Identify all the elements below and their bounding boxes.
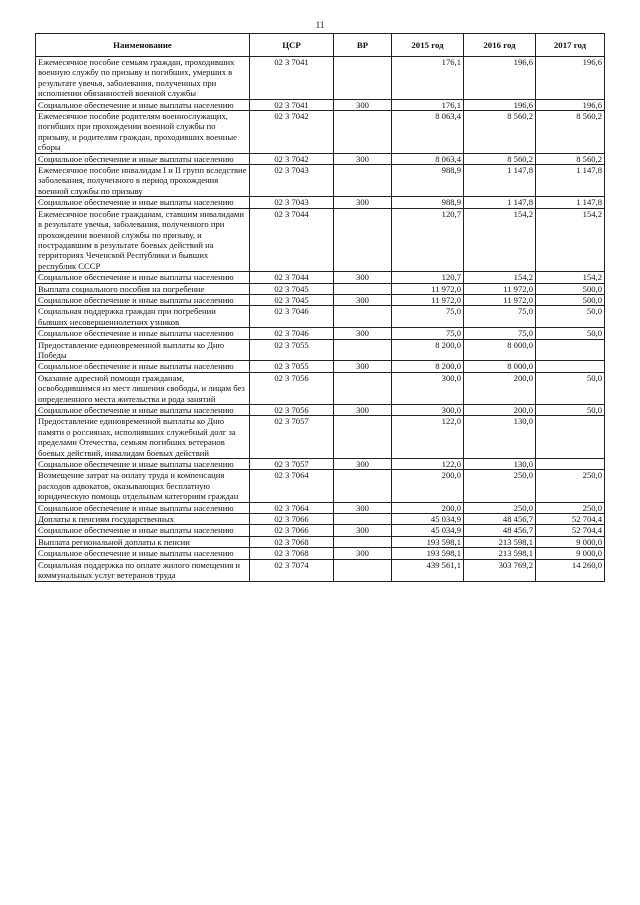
cell-csr: 02 3 7041 bbox=[250, 57, 334, 100]
cell-2015: 8 200,0 bbox=[392, 339, 464, 361]
cell-vr: 300 bbox=[334, 361, 392, 372]
cell-2016: 1 147,8 bbox=[464, 165, 536, 197]
cell-2015: 120,7 bbox=[392, 208, 464, 271]
cell-vr bbox=[334, 470, 392, 502]
cell-2017 bbox=[536, 416, 605, 459]
table-row bbox=[36, 514, 605, 525]
cell-vr: 300 bbox=[334, 328, 392, 339]
cell-name: Ежемесячное пособие семьям граждан, проходивших военную службу по призыву и погибших, умерших в результате увечья, заболевания, полученных при исполнении обязанностей военной службы bbox=[36, 57, 250, 100]
cell-2015: 11 972,0 bbox=[392, 294, 464, 305]
cell-2015: 439 561,1 bbox=[392, 559, 464, 581]
cell-csr: 02 3 7057 bbox=[250, 459, 334, 470]
cell-vr bbox=[334, 306, 392, 328]
cell-vr: 300 bbox=[334, 405, 392, 416]
cell-2016: 1 147,8 bbox=[464, 197, 536, 208]
table-row bbox=[36, 306, 605, 328]
cell-name: Выплата социального пособия на погребение bbox=[36, 283, 250, 294]
table-row bbox=[36, 283, 605, 294]
cell-vr: 300 bbox=[334, 197, 392, 208]
cell-2017 bbox=[536, 339, 605, 361]
cell-2015: 300,0 bbox=[392, 372, 464, 404]
cell-name: Ежемесячное пособие родителям военнослужащих, погибших при прохождении военной службы по призыву, и родителям граждан, проходивших военные сборы bbox=[36, 111, 250, 154]
cell-2016: 250,0 bbox=[464, 470, 536, 502]
cell-2016: 196,6 bbox=[464, 57, 536, 100]
cell-2015: 45 034,9 bbox=[392, 514, 464, 525]
cell-csr: 02 3 7042 bbox=[250, 153, 334, 164]
cell-vr: 300 bbox=[334, 153, 392, 164]
cell-2017: 196,6 bbox=[536, 99, 605, 110]
cell-csr: 02 3 7043 bbox=[250, 165, 334, 197]
cell-2015: 120,7 bbox=[392, 272, 464, 283]
cell-2016: 213 598,1 bbox=[464, 548, 536, 559]
cell-csr: 02 3 7044 bbox=[250, 208, 334, 271]
header-2015: 2015 год bbox=[392, 34, 464, 57]
cell-csr: 02 3 7044 bbox=[250, 272, 334, 283]
header-csr: ЦСР bbox=[250, 34, 334, 57]
cell-2015: 75,0 bbox=[392, 306, 464, 328]
cell-name: Социальное обеспечение и иные выплаты населению bbox=[36, 153, 250, 164]
cell-csr: 02 3 7066 bbox=[250, 514, 334, 525]
cell-name: Социальное обеспечение и иные выплаты населению bbox=[36, 405, 250, 416]
cell-2015: 11 972,0 bbox=[392, 283, 464, 294]
cell-2016: 48 456,7 bbox=[464, 514, 536, 525]
cell-2017: 52 704,4 bbox=[536, 525, 605, 536]
cell-name: Ежемесячное пособие инвалидам I и II групп вследствие заболевания, полученного в период прохождения военной службы по призыву bbox=[36, 165, 250, 197]
table-row bbox=[36, 99, 605, 110]
cell-2017: 50,0 bbox=[536, 372, 605, 404]
cell-2015: 176,1 bbox=[392, 57, 464, 100]
cell-2017: 196,6 bbox=[536, 57, 605, 100]
cell-2015: 193 598,1 bbox=[392, 548, 464, 559]
table-row bbox=[36, 459, 605, 470]
cell-csr: 02 3 7066 bbox=[250, 525, 334, 536]
cell-2015: 75,0 bbox=[392, 328, 464, 339]
cell-2017: 50,0 bbox=[536, 328, 605, 339]
cell-2015: 8 063,4 bbox=[392, 111, 464, 154]
cell-2016: 250,0 bbox=[464, 502, 536, 513]
cell-2016: 75,0 bbox=[464, 328, 536, 339]
cell-2017: 9 000,0 bbox=[536, 548, 605, 559]
cell-vr bbox=[334, 208, 392, 271]
cell-name: Социальная поддержка граждан при погребении бывших несовершеннолетних узников bbox=[36, 306, 250, 328]
cell-2015: 122,0 bbox=[392, 459, 464, 470]
cell-csr: 02 3 7056 bbox=[250, 372, 334, 404]
table-row bbox=[36, 470, 605, 502]
cell-name: Социальное обеспечение и иные выплаты населению bbox=[36, 328, 250, 339]
cell-name: Социальное обеспечение и иные выплаты населению bbox=[36, 525, 250, 536]
cell-csr: 02 3 7045 bbox=[250, 294, 334, 305]
cell-2017: 500,0 bbox=[536, 283, 605, 294]
cell-csr: 02 3 7046 bbox=[250, 306, 334, 328]
header-vr: ВР bbox=[334, 34, 392, 57]
cell-csr: 02 3 7046 bbox=[250, 328, 334, 339]
cell-2015: 988,9 bbox=[392, 197, 464, 208]
cell-csr: 02 3 7064 bbox=[250, 470, 334, 502]
cell-vr bbox=[334, 416, 392, 459]
cell-name: Социальное обеспечение и иные выплаты населению bbox=[36, 459, 250, 470]
cell-2017: 154,2 bbox=[536, 208, 605, 271]
cell-csr: 02 3 7042 bbox=[250, 111, 334, 154]
cell-csr: 02 3 7041 bbox=[250, 99, 334, 110]
cell-name: Социальное обеспечение и иные выплаты населению bbox=[36, 361, 250, 372]
cell-2015: 45 034,9 bbox=[392, 525, 464, 536]
table-row bbox=[36, 153, 605, 164]
table-row bbox=[36, 502, 605, 513]
cell-vr: 300 bbox=[334, 99, 392, 110]
cell-csr: 02 3 7045 bbox=[250, 283, 334, 294]
header-2017: 2017 год bbox=[536, 34, 605, 57]
cell-2017 bbox=[536, 361, 605, 372]
cell-2016: 11 972,0 bbox=[464, 294, 536, 305]
cell-vr bbox=[334, 339, 392, 361]
cell-2015: 176,1 bbox=[392, 99, 464, 110]
cell-csr: 02 3 7068 bbox=[250, 536, 334, 547]
cell-vr bbox=[334, 372, 392, 404]
cell-2017: 52 704,4 bbox=[536, 514, 605, 525]
cell-vr: 300 bbox=[334, 294, 392, 305]
table-row bbox=[36, 536, 605, 547]
table-row bbox=[36, 525, 605, 536]
table-row bbox=[36, 294, 605, 305]
cell-name: Социальное обеспечение и иные выплаты населению bbox=[36, 294, 250, 305]
cell-csr: 02 3 7055 bbox=[250, 339, 334, 361]
cell-name: Ежемесячное пособие гражданам, ставшим инвалидами в результате увечья, заболевания, полученного при прохождении военной службы по призыву, и пострадавшим в результате боевых действий на территориях Чеченской Республики и бывших республик СССР bbox=[36, 208, 250, 271]
table-header-row bbox=[36, 34, 605, 57]
cell-2016: 130,0 bbox=[464, 416, 536, 459]
cell-2017: 250,0 bbox=[536, 502, 605, 513]
budget-table bbox=[35, 33, 605, 582]
cell-vr: 300 bbox=[334, 459, 392, 470]
table-row bbox=[36, 197, 605, 208]
cell-2015: 193 598,1 bbox=[392, 536, 464, 547]
cell-vr: 300 bbox=[334, 272, 392, 283]
cell-vr bbox=[334, 536, 392, 547]
cell-csr: 02 3 7043 bbox=[250, 197, 334, 208]
cell-2016: 200,0 bbox=[464, 405, 536, 416]
table-row bbox=[36, 548, 605, 559]
cell-name: Оказание адресной помощи гражданам, освободившимся из мест лишения свободы, и лицам без определенного места жительства и рода занятий bbox=[36, 372, 250, 404]
cell-2016: 154,2 bbox=[464, 272, 536, 283]
cell-2017: 500,0 bbox=[536, 294, 605, 305]
cell-2016: 75,0 bbox=[464, 306, 536, 328]
cell-2016: 11 972,0 bbox=[464, 283, 536, 294]
cell-vr bbox=[334, 283, 392, 294]
cell-2017: 1 147,8 bbox=[536, 197, 605, 208]
table-row bbox=[36, 57, 605, 100]
cell-2016: 8 560,2 bbox=[464, 153, 536, 164]
cell-vr bbox=[334, 559, 392, 581]
cell-csr: 02 3 7068 bbox=[250, 548, 334, 559]
cell-2015: 8 200,0 bbox=[392, 361, 464, 372]
cell-name: Возмещение затрат на оплату труда и компенсация расходов адвокатов, оказывающих бесплатную юридическую помощь отдельным категориям граждан bbox=[36, 470, 250, 502]
table-row bbox=[36, 272, 605, 283]
table-row bbox=[36, 111, 605, 154]
cell-2015: 8 063,4 bbox=[392, 153, 464, 164]
cell-2015: 122,0 bbox=[392, 416, 464, 459]
table-row bbox=[36, 361, 605, 372]
cell-vr bbox=[334, 111, 392, 154]
cell-2017: 9 000,0 bbox=[536, 536, 605, 547]
cell-vr bbox=[334, 57, 392, 100]
table-body bbox=[36, 57, 605, 582]
table-row bbox=[36, 328, 605, 339]
cell-csr: 02 3 7057 bbox=[250, 416, 334, 459]
cell-2016: 303 769,2 bbox=[464, 559, 536, 581]
cell-2016: 196,6 bbox=[464, 99, 536, 110]
cell-2017: 14 260,0 bbox=[536, 559, 605, 581]
cell-2016: 130,0 bbox=[464, 459, 536, 470]
table-row bbox=[36, 416, 605, 459]
cell-2015: 300,0 bbox=[392, 405, 464, 416]
cell-2017 bbox=[536, 459, 605, 470]
header-name: Наименование bbox=[36, 34, 250, 57]
cell-csr: 02 3 7074 bbox=[250, 559, 334, 581]
cell-name: Социальное обеспечение и иные выплаты населению bbox=[36, 548, 250, 559]
cell-2017: 8 560,2 bbox=[536, 111, 605, 154]
cell-csr: 02 3 7064 bbox=[250, 502, 334, 513]
cell-vr bbox=[334, 514, 392, 525]
cell-2016: 154,2 bbox=[464, 208, 536, 271]
cell-name: Социальная поддержка по оплате жилого помещения и коммунальных услуг ветеранов труда bbox=[36, 559, 250, 581]
cell-2015: 200,0 bbox=[392, 470, 464, 502]
cell-vr: 300 bbox=[334, 502, 392, 513]
cell-2017: 50,0 bbox=[536, 405, 605, 416]
cell-name: Социальное обеспечение и иные выплаты населению bbox=[36, 99, 250, 110]
cell-vr: 300 bbox=[334, 548, 392, 559]
cell-vr: 300 bbox=[334, 525, 392, 536]
cell-2015: 200,0 bbox=[392, 502, 464, 513]
table-row bbox=[36, 339, 605, 361]
cell-name: Социальное обеспечение и иные выплаты населению bbox=[36, 272, 250, 283]
header-2016: 2016 год bbox=[464, 34, 536, 57]
cell-name: Предоставление единовременной выплаты ко Дню памяти о россиянах, исполнявших служебный долг за пределами Отечества, семьям погибших ветеранов боевых действий, инвалидам боевых действий bbox=[36, 416, 250, 459]
cell-name: Доплаты к пенсиям государственных bbox=[36, 514, 250, 525]
cell-2016: 8 000,0 bbox=[464, 339, 536, 361]
table-row bbox=[36, 405, 605, 416]
page-number: 11 bbox=[315, 20, 325, 30]
cell-name: Предоставление единовременной выплаты ко Дню Победы bbox=[36, 339, 250, 361]
table-row bbox=[36, 372, 605, 404]
cell-2016: 213 598,1 bbox=[464, 536, 536, 547]
cell-vr bbox=[334, 165, 392, 197]
table-row bbox=[36, 559, 605, 581]
cell-2017: 1 147,8 bbox=[536, 165, 605, 197]
cell-csr: 02 3 7055 bbox=[250, 361, 334, 372]
cell-2016: 8 560,2 bbox=[464, 111, 536, 154]
cell-2016: 48 456,7 bbox=[464, 525, 536, 536]
cell-csr: 02 3 7056 bbox=[250, 405, 334, 416]
table-row bbox=[36, 208, 605, 271]
cell-2017: 50,0 bbox=[536, 306, 605, 328]
table-row bbox=[36, 165, 605, 197]
cell-2017: 250,0 bbox=[536, 470, 605, 502]
cell-2017: 8 560,2 bbox=[536, 153, 605, 164]
cell-2016: 8 000,0 bbox=[464, 361, 536, 372]
cell-2015: 988,9 bbox=[392, 165, 464, 197]
cell-name: Социальное обеспечение и иные выплаты населению bbox=[36, 197, 250, 208]
cell-2016: 200,0 bbox=[464, 372, 536, 404]
cell-2017: 154,2 bbox=[536, 272, 605, 283]
cell-name: Социальное обеспечение и иные выплаты населению bbox=[36, 502, 250, 513]
cell-name: Выплата региональной доплаты к пенсии bbox=[36, 536, 250, 547]
